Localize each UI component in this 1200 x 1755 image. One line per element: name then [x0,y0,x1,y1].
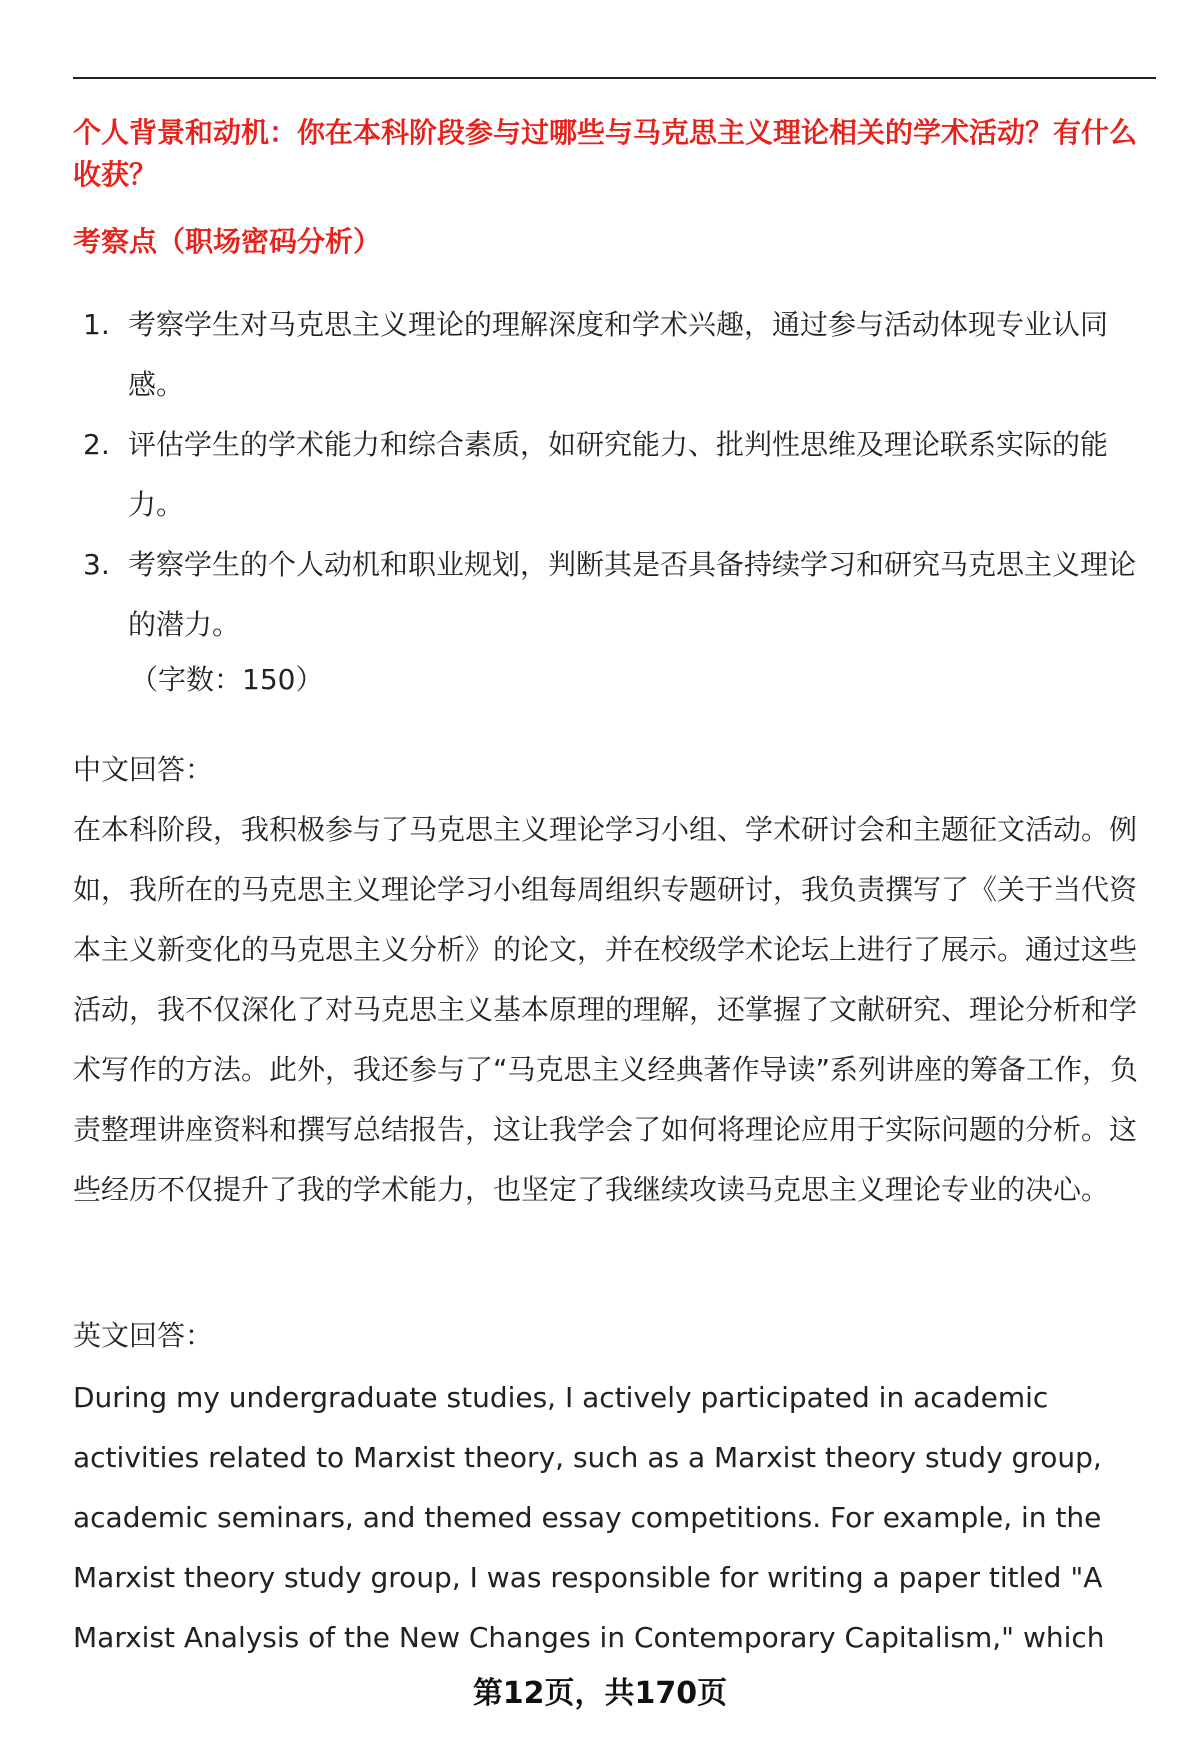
list-item-text: 考察学生对马克思主义理论的理解深度和学术兴趣，通过参与活动体现专业认同感。 [128,308,1109,401]
list-item-number: 3. [83,548,110,581]
list-item [73,295,1158,415]
points-heading: 考察点（职场密码分析） [73,225,382,258]
english-answer-text: During my undergraduate studies, I actively participated in academic activities related to Marxist theory, such as a Marxist theory study group, academic seminars, and themed essay competitions. For example, in the Marxist theory study group, I was responsible for writing a paper titled "A Marxist Analysis of the New Changes in Contemporary Capitalism," which [73,1381,1105,1654]
list-item-number: 1. [83,308,110,341]
page-number-footer: 第12页，共170页 [472,1676,728,1711]
chinese-answer-text: 在本科阶段，我积极参与了马克思主义理论学习小组、学术研讨会和主题征文活动。例如，我所在的马克思主义理论学习小组每周组织专题研讨，我负责撰写了《关于当代资本主义新变化的马克思主义分析》的论文，并在校级学术论坛上进行了展示。通过这些活动，我不仅深化了对马克思主义基本原理的理解，还掌握了文献研究、理论分析和学术写作的方法。此外，我还参与了“马克思主义经典著作导读”系列讲座的筹备工作，负责整理讲座资料和撰写总结报告，这让我学会了如何将理论应用于实际问题的分析。这些经历不仅提升了我的学术能力，也坚定了我继续攻读马克思主义理论专业的决心。 [73,813,1139,1206]
english-answer-label: 英文回答： [73,1319,214,1352]
chinese-answer-label: 中文回答： [73,753,214,786]
list-item-text: 考察学生的个人动机和职业规划，判断其是否具备持续学习和研究马克思主义理论的潜力。 [128,548,1137,641]
list-item [73,535,1158,655]
question-heading: 个人背景和动机：你在本科阶段参与过哪些与马克思主义理论相关的学术活动？有什么收获？ [73,116,1138,191]
points-list [73,295,1158,655]
header-rule [73,77,1156,79]
word-count: （字数：150） [130,663,324,696]
list-item-number: 2. [83,428,110,461]
list-item [73,415,1158,535]
list-item-text: 评估学生的学术能力和综合素质，如研究能力、批判性思维及理论联系实际的能力。 [128,428,1109,521]
